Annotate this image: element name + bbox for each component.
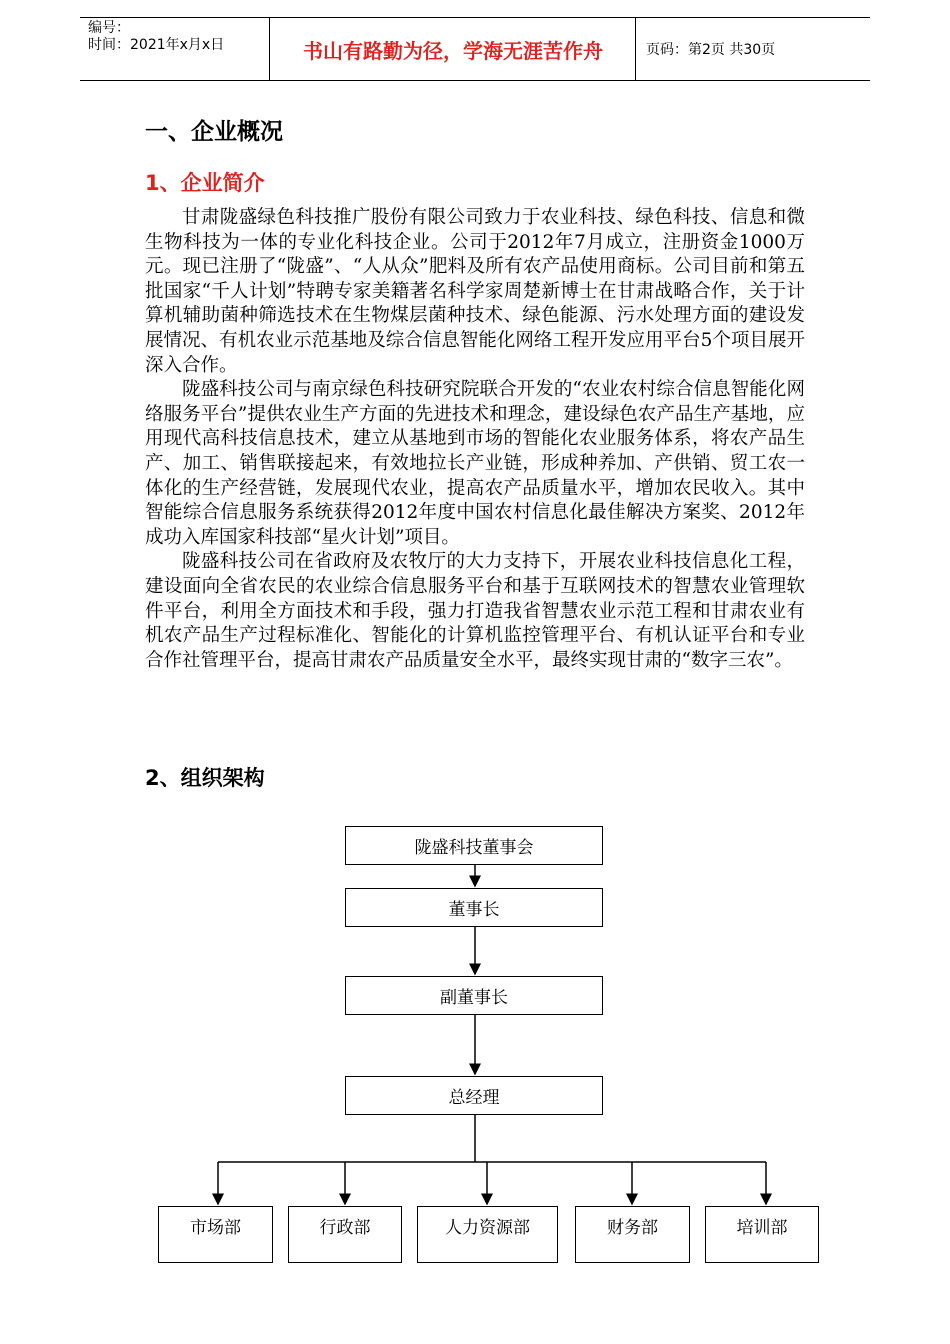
intro-paragraph-2: 陇盛科技公司与南京绿色科技研究院联合开发的“农业农村综合信息智能化网络服务平台”提供农业生产方面的先进技术和理念，建设绿色农产品生产基地，应用现代高科技信息技术，建立从基地到市场的智能化农业服务体系，将农产品生产、加工、销售联接起来，有效地拉长产业链，形成种养加、产供销、贸工农一体化的生产经营链，发展现代农业，提高农产品质量水平，增加农民收入。其中智能综合信息服务系统获得2012年度中国农村信息化最佳解决方案奖、2012年成功入库国家科技部“星火计划”项目。: [145, 379, 805, 548]
header-meta: [80, 18, 270, 80]
intro-paragraph-1: 甘肃陇盛绿色科技推广股份有限公司致力于农业科技、绿色科技、信息和微生物科技为一体的专业化科技企业。公司于2012年7月成立，注册资金1000万元。现已注册了“陇盛”、“人从众”肥料及所有农产品使用商标。公司目前和第五批国家“千人计划”特聘专家美籍著名科学家周楚新博士在甘肃战略合作，关于计算机辅助菌种筛选技术在生物煤层菌种技术、绿色能源、污水处理方面的建设发展情况、有机农业示范基地及综合信息智能化网络工程开发应用平台5个项目展开深入合作。: [145, 207, 805, 376]
number-label: 编号：: [88, 20, 130, 36]
org-box-dept-hr: 人力资源部: [417, 1206, 558, 1263]
org-box-general-manager: 总经理: [345, 1076, 603, 1115]
page-header: [80, 17, 870, 81]
org-box-dept-market: 市场部: [158, 1206, 273, 1263]
org-box-vice-chairman: 副董事长: [345, 976, 603, 1015]
org-box-chairman: 董事长: [345, 888, 603, 927]
header-page-info: 页码：第2页 共30页: [646, 42, 776, 58]
intro-paragraph-3: 陇盛科技公司在省政府及农牧厅的大力支持下，开展农业科技信息化工程，建设面向全省农民的农业综合信息服务平台和基于互联网技术的智慧农业管理软件平台，利用全方面技术和手段，强力打造我省智慧农业示范工程和甘肃农业有机农产品生产过程标准化、智能化的计算机监控管理平台、有机认证平台和专业合作社管理平台，提高甘肃农产品质量安全水平，最终实现甘肃的“数字三农”。: [145, 551, 805, 671]
intro-heading: 1、企业简介: [145, 171, 265, 195]
org-heading: 2、组织架构: [145, 766, 265, 790]
org-box-board: 陇盛科技董事会: [345, 826, 603, 865]
section-title: 一、企业概况: [145, 119, 283, 145]
time-label: 时间：2021年x月x日: [88, 37, 225, 53]
org-box-dept-finance: 财务部: [575, 1206, 690, 1263]
intro-body: [145, 206, 805, 673]
org-box-dept-training: 培训部: [705, 1206, 819, 1263]
header-motto: 书山有路勤为径，学海无涯苦作舟: [271, 18, 636, 80]
org-box-dept-admin: 行政部: [288, 1206, 402, 1263]
